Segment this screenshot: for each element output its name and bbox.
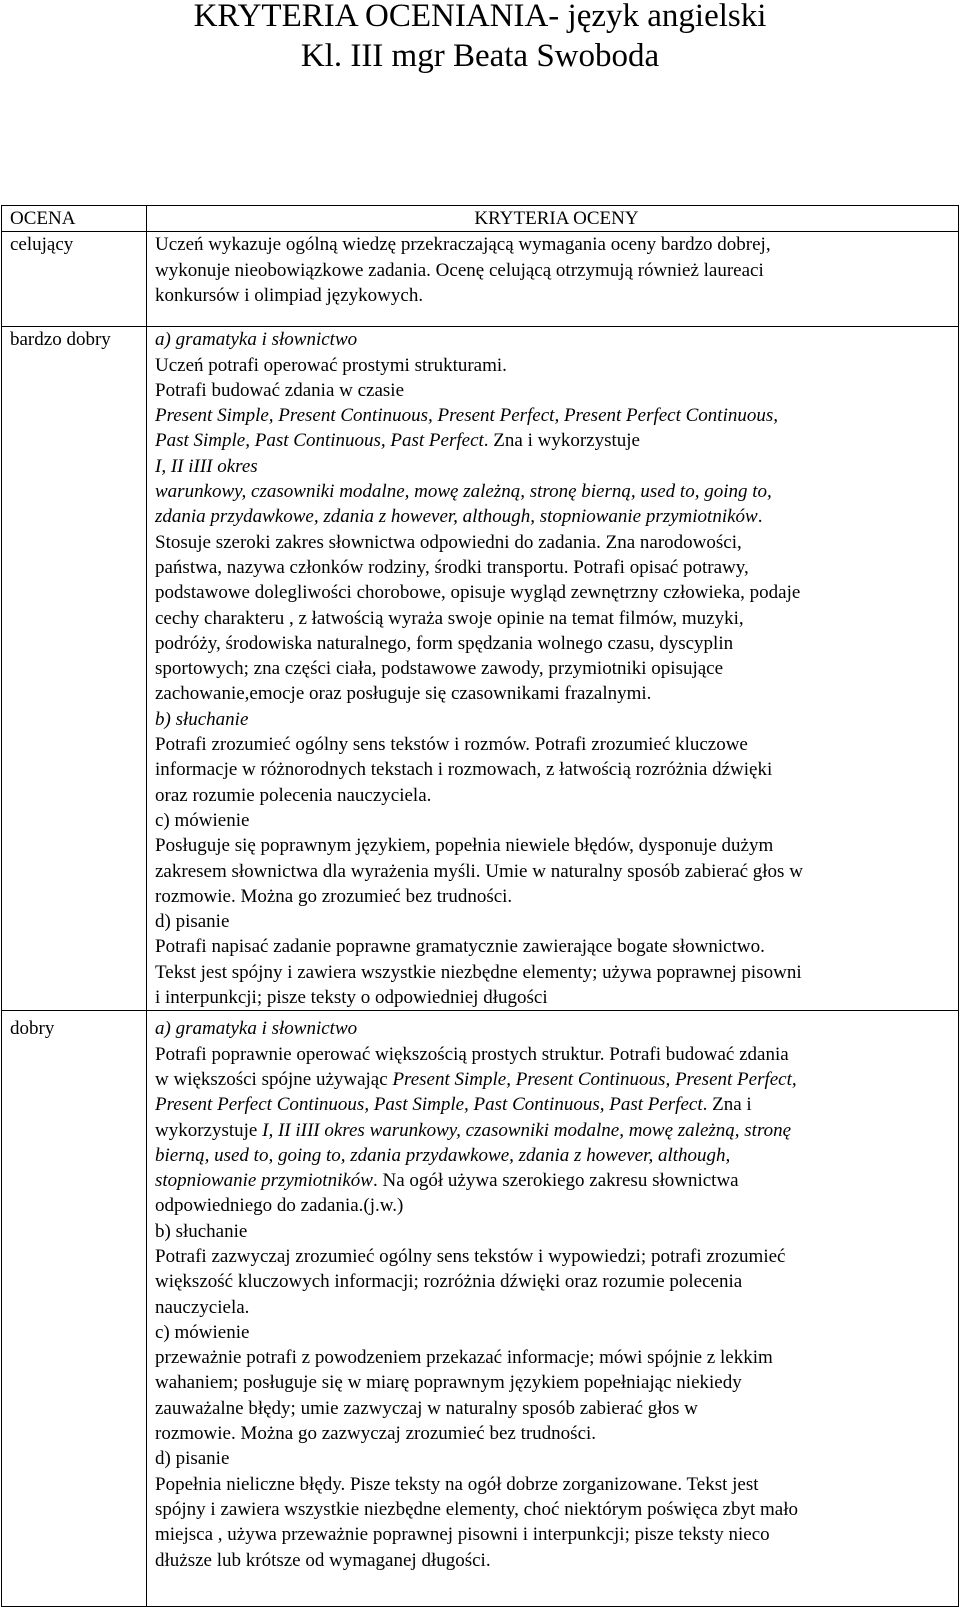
criteria-text-italic: Present Simple, Present Continuous, Present Perfect, Present Perfect Continuous, — [155, 405, 779, 427]
criteria-text-italic: I, II iIII okres warunkowy, czasowniki modalne, mowę zależną, stronę — [262, 1119, 792, 1141]
criteria-line — [155, 1522, 958, 1547]
document-subtitle: Kl. III mgr Beata Swoboda — [300, 38, 660, 74]
criteria-line — [155, 327, 958, 352]
criteria-line — [155, 1269, 958, 1294]
criteria-celujacy — [147, 232, 959, 327]
criteria-line — [155, 1497, 958, 1522]
table-row-celujacy — [2, 232, 959, 327]
criteria-line — [155, 378, 958, 403]
criteria-text: Potrafi zrozumieć ogólny sens tekstów i rozmów. Potrafi zrozumieć kluczowe — [155, 734, 748, 756]
criteria-line — [155, 681, 958, 706]
criteria-line: konkursów i olimpiad językowych. — [155, 284, 424, 306]
criteria-line — [155, 808, 958, 833]
table-row-bardzo-dobry — [2, 327, 959, 1011]
criteria-line — [155, 960, 958, 985]
criteria-text: podróży, środowiska naturalnego, form spędzania wolnego czasu, dyscyplin — [155, 632, 734, 654]
criteria-line — [155, 428, 958, 453]
criteria-line — [155, 1370, 958, 1395]
grading-criteria-table — [1, 205, 959, 1607]
criteria-text: wykorzystuje — [155, 1119, 263, 1141]
criteria-text: rozmowie. Można go zazwyczaj zrozumieć bez trudności. — [155, 1423, 597, 1445]
criteria-line — [155, 530, 958, 555]
criteria-line — [155, 909, 958, 934]
criteria-line — [155, 606, 958, 631]
criteria-text: c) mówienie — [155, 809, 250, 831]
criteria-line: wykonuje nieobowiązkowe zadania. Ocenę celującą otrzymują również laureaci — [155, 259, 764, 281]
criteria-line — [155, 1118, 958, 1143]
criteria-line — [155, 1320, 958, 1345]
criteria-text: dłuższe lub krótsze od wymaganej długości. — [155, 1549, 491, 1571]
criteria-line — [155, 1244, 958, 1269]
criteria-line — [155, 555, 958, 580]
criteria-line — [155, 833, 958, 858]
criteria-line — [155, 934, 958, 959]
criteria-line: Uczeń wykazuje ogólną wiedzę przekraczającą wymagania oceny bardzo dobrej, — [155, 234, 771, 256]
criteria-text: Tekst jest spójny i zawiera wszystkie niezbędne elementy; używa poprawnej pisowni — [155, 961, 802, 983]
criteria-text: cechy charakteru , z łatwością wyraża swoje opinie na temat filmów, muzyki, — [155, 607, 744, 629]
criteria-line — [155, 732, 958, 757]
criteria-line — [155, 1067, 958, 1092]
criteria-text-italic: a) gramatyka i słownictwo — [155, 329, 358, 351]
criteria-line — [155, 859, 958, 884]
criteria-text-italic: Past Simple, Past Continuous, Past Perfect — [155, 430, 484, 452]
criteria-text-italic: Present Simple, Present Continuous, Present Perfect, — [392, 1068, 797, 1090]
criteria-text: Potrafi napisać zadanie poprawne gramatycznie zawierające bogate słownictwo. — [155, 936, 765, 958]
criteria-text: . Zna i wykorzystuje — [483, 430, 640, 452]
criteria-text-italic: warunkowy, czasowniki modalne, mowę zależną, stronę bierną, used to, going to, — [155, 481, 772, 503]
criteria-line — [155, 1345, 958, 1370]
criteria-line — [155, 985, 958, 1010]
grade-dobry: dobry — [2, 1011, 147, 1607]
criteria-line — [155, 1472, 958, 1497]
criteria-text: c) mówienie — [155, 1321, 250, 1343]
criteria-bardzo-dobry — [147, 327, 959, 1011]
criteria-line — [155, 1396, 958, 1421]
criteria-text: odpowiedniego do zadania.(j.w.) — [155, 1195, 404, 1217]
criteria-text: Posługuje się poprawnym językiem, popełnia niewiele błędów, dysponuje dużym — [155, 835, 774, 857]
criteria-text: zachowanie,emocje oraz posługuje się czasownikami frazalnymi. — [155, 683, 652, 705]
criteria-text: miejsca , używa przeważnie poprawnej pisowni i interpunkcji; pisze teksty nieco — [155, 1524, 770, 1546]
criteria-line — [155, 353, 958, 378]
criteria-text: większość kluczowych informacji; rozróżnia dźwięki oraz rozumie polecenia — [155, 1271, 743, 1293]
criteria-text-italic: Present Perfect Continuous, Past Simple, Past Continuous, Past Perfect — [155, 1094, 703, 1116]
criteria-text: państwa, nazywa członków rodziny, środki transportu. Potrafi opisać potrawy, — [155, 556, 749, 578]
criteria-text: Popełnia nieliczne błędy. Pisze teksty na ogół dobrze zorganizowane. Tekst jest — [155, 1473, 759, 1495]
criteria-text: wahaniem; posługuje się w miarę poprawnym językiem popełniając niekiedy — [155, 1372, 742, 1394]
criteria-line — [155, 454, 958, 479]
criteria-text-italic: b) słuchanie — [155, 708, 249, 730]
criteria-text: zakresem słownictwa dla wyrażenia myśli. Umie w naturalny sposób zabierać głos w — [155, 860, 803, 882]
criteria-text: . Zna i — [702, 1094, 752, 1116]
criteria-line — [155, 1421, 958, 1446]
criteria-text-italic: bierną, used to, going to, zdania przydawkowe, zdania z however, although, — [155, 1144, 731, 1166]
criteria-text: podstawowe dolegliwości chorobowe, opisuje wygląd zewnętrzny człowieka, podaje — [155, 582, 801, 604]
criteria-text: informacje w różnorodnych tekstach i rozmowach, z łatwością rozróżnia dźwięki — [155, 759, 773, 781]
criteria-line — [155, 783, 958, 808]
table-row-dobry — [2, 1011, 959, 1607]
criteria-line — [155, 884, 958, 909]
criteria-text: zauważalne błędy; umie zazwyczaj w naturalny sposób zabierać głos w — [155, 1397, 698, 1419]
header-criteria: KRYTERIA OCENY — [147, 206, 959, 232]
criteria-line — [155, 707, 958, 732]
criteria-text: nauczyciela. — [155, 1296, 250, 1318]
criteria-line — [155, 479, 958, 504]
criteria-text-italic: zdania przydawkowe, zdania z however, although, stopniowanie przymiotników — [155, 506, 758, 528]
criteria-text: Stosuje szeroki zakres słownictwa odpowiedni do zadania. Zna narodowości, — [155, 531, 742, 553]
criteria-text: sportowych; zna części ciała, podstawowe zawody, przymiotniki opisujące — [155, 658, 724, 680]
grade-bardzo-dobry: bardzo dobry — [2, 327, 147, 1011]
criteria-line — [155, 1143, 958, 1168]
criteria-text: . — [757, 506, 763, 528]
criteria-line — [155, 1092, 958, 1117]
criteria-line — [155, 1219, 958, 1244]
criteria-line — [155, 1295, 958, 1320]
criteria-text: spójny i zawiera wszystkie niezbędne elementy, choć niektórym poświęca zbyt mało — [155, 1498, 798, 1520]
criteria-line — [155, 1042, 958, 1067]
criteria-text: . Na ogół używa szerokiego zakresu słownictwa — [372, 1170, 739, 1192]
table-header-row — [2, 206, 959, 232]
criteria-text: Uczeń potrafi operować prostymi strukturami. — [155, 354, 507, 376]
criteria-line — [155, 504, 958, 529]
criteria-text: w większości spójne używając — [155, 1068, 393, 1090]
criteria-text: i interpunkcji; pisze teksty o odpowiedniej długości — [155, 987, 548, 1009]
criteria-line — [155, 580, 958, 605]
criteria-dobry — [147, 1011, 959, 1607]
criteria-text: Potrafi zazwyczaj zrozumieć ogólny sens tekstów i wypowiedzi; potrafi zrozumieć — [155, 1245, 786, 1267]
criteria-text: przeważnie potrafi z powodzeniem przekazać informacje; mówi spójnie z lekkim — [155, 1347, 773, 1369]
criteria-line — [155, 1548, 958, 1573]
criteria-line — [155, 1193, 958, 1218]
criteria-line — [155, 1446, 958, 1471]
document-title: KRYTERIA OCENIANIA- język angielski — [193, 0, 767, 34]
criteria-text: Potrafi budować zdania w czasie — [155, 379, 405, 401]
criteria-line — [155, 631, 958, 656]
criteria-line — [155, 403, 958, 428]
criteria-line — [155, 1168, 958, 1193]
criteria-line — [155, 757, 958, 782]
criteria-text-italic: a) gramatyka i słownictwo — [155, 1018, 358, 1040]
criteria-text-italic: I, II iIII okres — [155, 455, 258, 477]
criteria-line — [155, 1016, 958, 1041]
criteria-text: b) słuchanie — [155, 1220, 248, 1242]
criteria-line — [155, 656, 958, 681]
criteria-text: oraz rozumie polecenia nauczyciela. — [155, 784, 432, 806]
criteria-text-italic: stopniowanie przymiotników — [155, 1170, 373, 1192]
grade-celujacy: celujący — [2, 232, 147, 327]
criteria-text: d) pisanie — [155, 911, 230, 933]
criteria-text: rozmowie. Można go zrozumieć bez trudności. — [155, 885, 513, 907]
header-grade: OCENA — [2, 206, 147, 232]
criteria-text: d) pisanie — [155, 1448, 230, 1470]
criteria-text: Potrafi poprawnie operować większością prostych struktur. Potrafi budować zdania — [155, 1043, 789, 1065]
